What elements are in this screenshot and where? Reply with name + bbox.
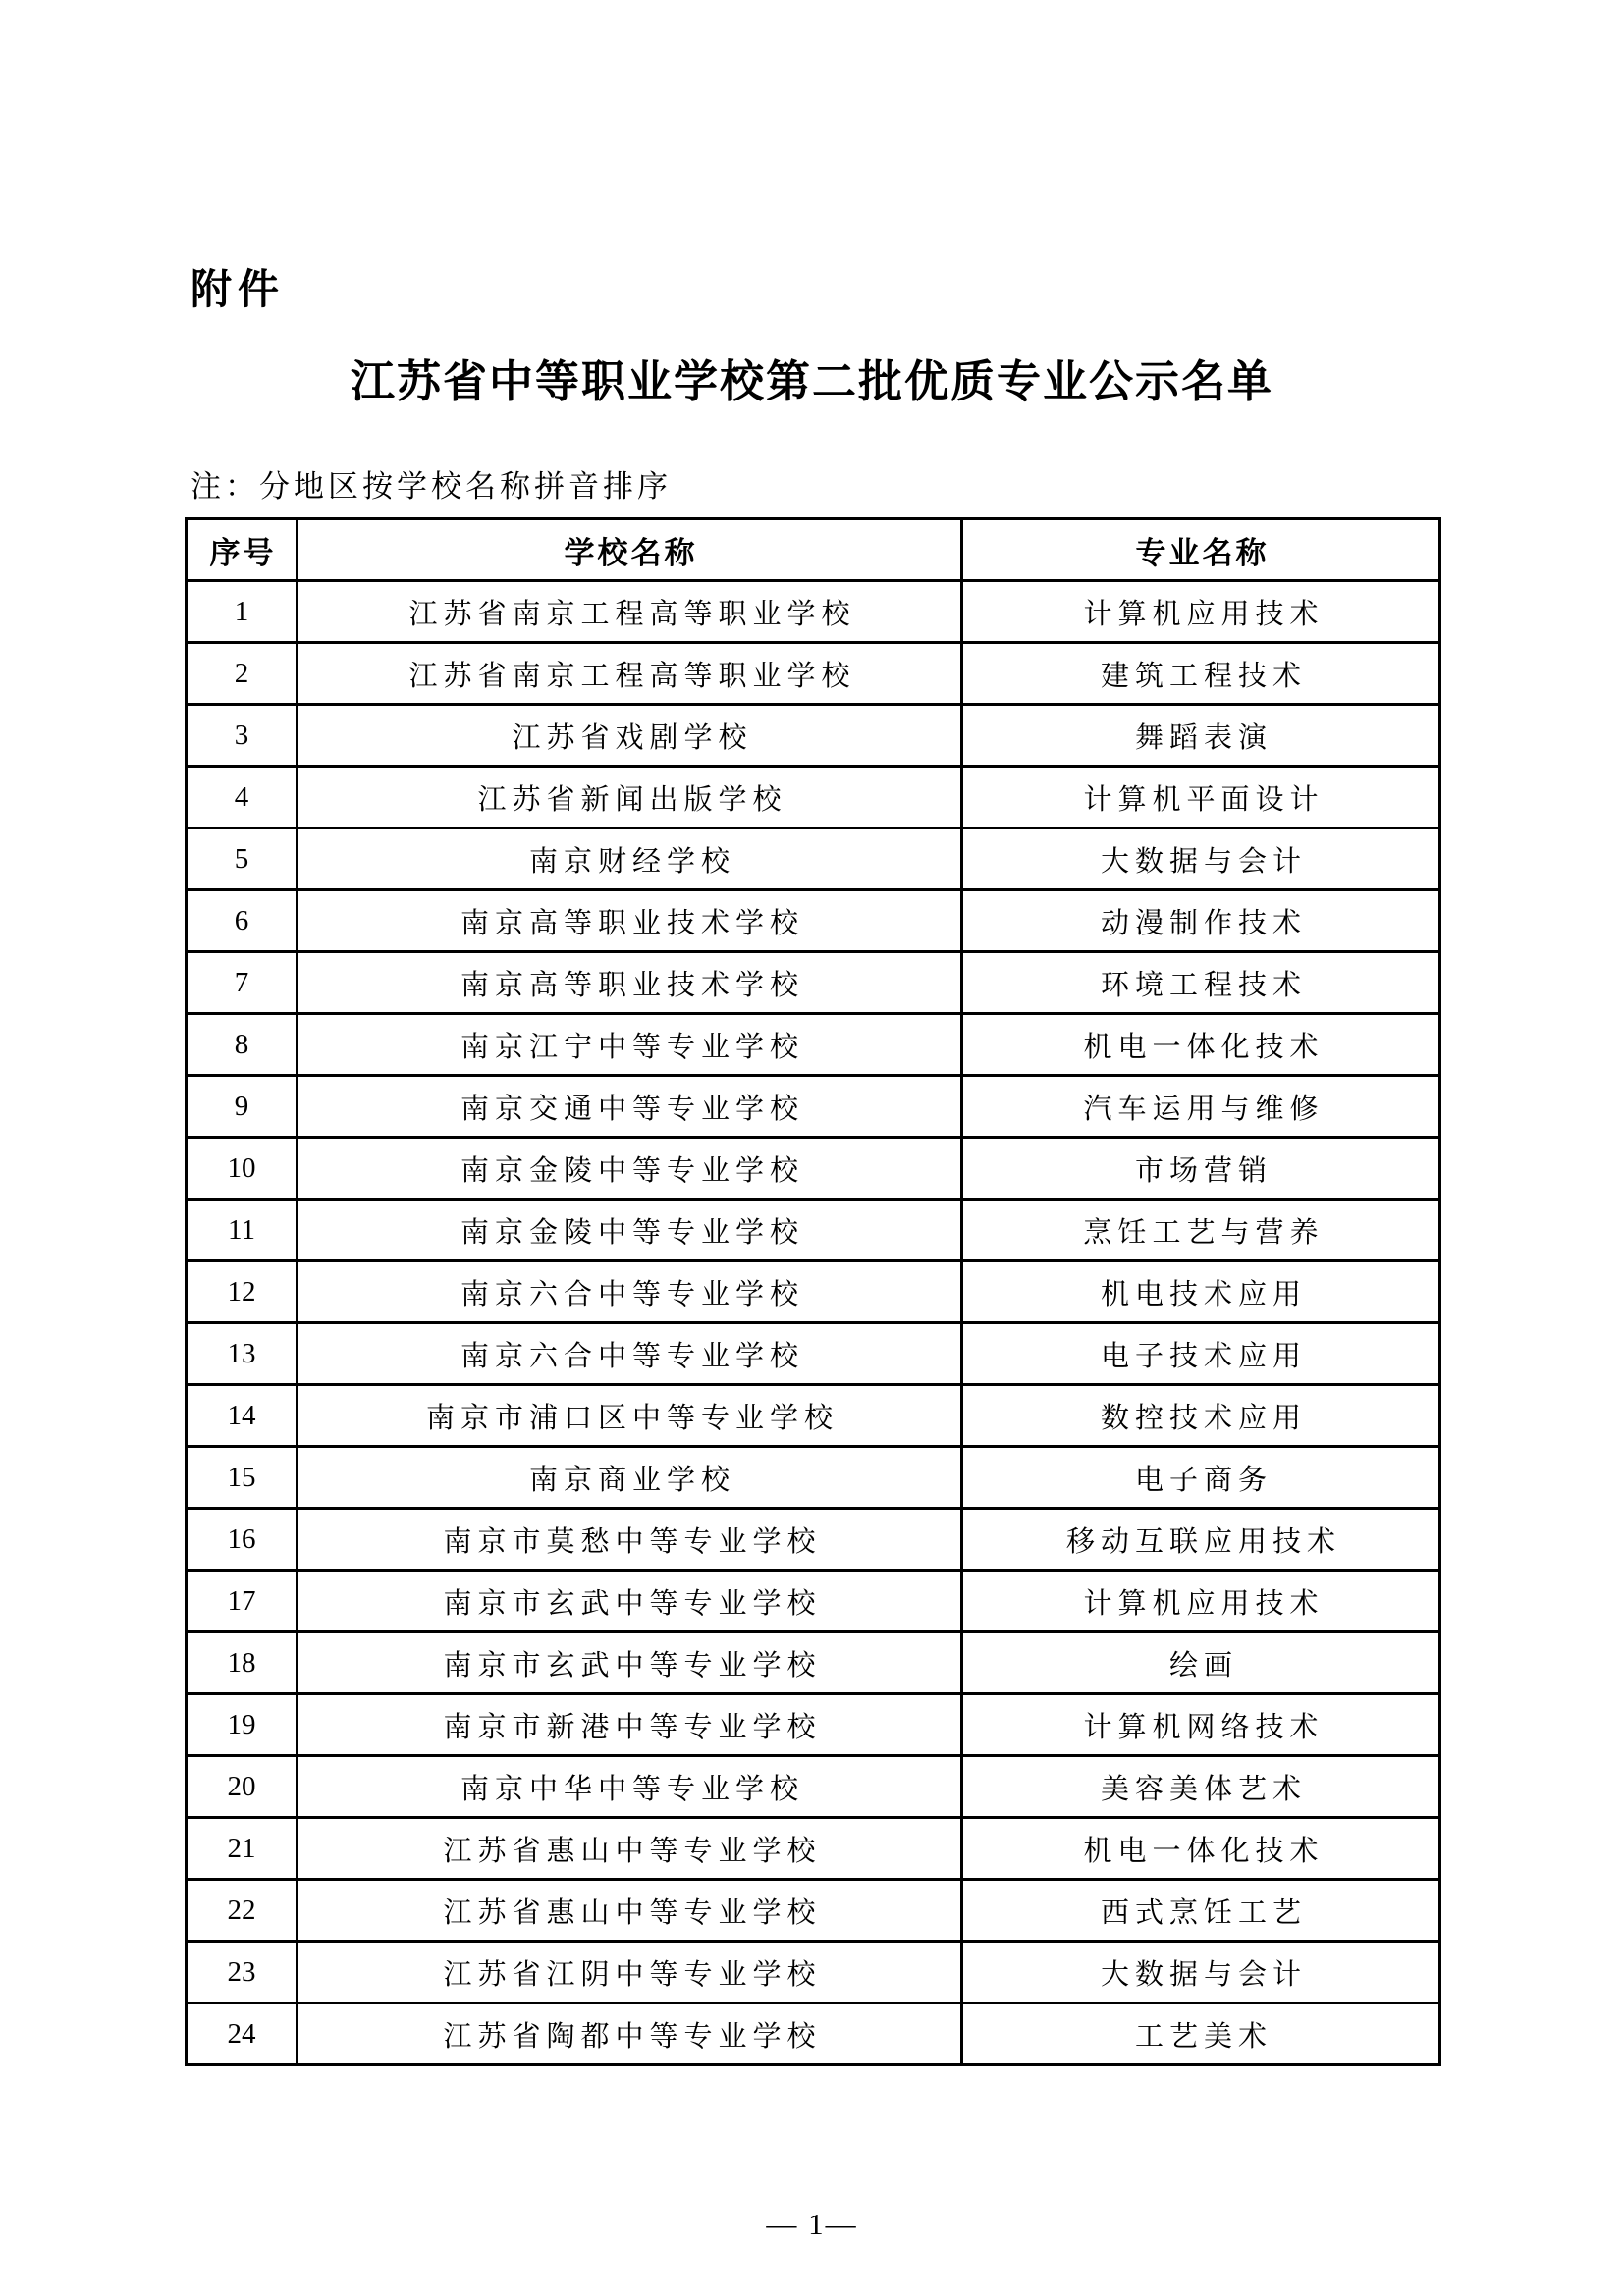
school-name-cell: 江苏省惠山中等专业学校	[298, 1880, 962, 1942]
major-name-cell: 数控技术应用	[962, 1385, 1440, 1447]
row-index-cell: 11	[187, 1200, 298, 1261]
row-index-cell: 1	[187, 581, 298, 643]
row-index-cell: 10	[187, 1138, 298, 1200]
table-row	[187, 2003, 1440, 2065]
school-name-cell: 南京金陵中等专业学校	[298, 1138, 962, 1200]
school-name-cell: 南京财经学校	[298, 828, 962, 890]
school-name-cell: 江苏省南京工程高等职业学校	[298, 643, 962, 705]
row-index-cell: 23	[187, 1942, 298, 2003]
table-row	[187, 1447, 1440, 1509]
major-name-cell: 计算机应用技术	[962, 1571, 1440, 1632]
major-name-cell: 计算机应用技术	[962, 581, 1440, 643]
table-row	[187, 828, 1440, 890]
table-row	[187, 952, 1440, 1014]
row-index-cell: 5	[187, 828, 298, 890]
school-name-cell: 南京六合中等专业学校	[298, 1323, 962, 1385]
major-name-cell: 机电一体化技术	[962, 1014, 1440, 1076]
school-name-cell: 南京六合中等专业学校	[298, 1261, 962, 1323]
row-index-cell: 19	[187, 1694, 298, 1756]
major-name-cell: 动漫制作技术	[962, 890, 1440, 952]
school-name-cell: 南京交通中等专业学校	[298, 1076, 962, 1138]
major-name-cell: 工艺美术	[962, 2003, 1440, 2065]
table-row	[187, 1138, 1440, 1200]
row-index-cell: 9	[187, 1076, 298, 1138]
row-index-cell: 21	[187, 1818, 298, 1880]
table-row	[187, 767, 1440, 828]
school-name-cell: 江苏省惠山中等专业学校	[298, 1818, 962, 1880]
major-name-cell: 机电一体化技术	[962, 1818, 1440, 1880]
school-name-cell: 南京市玄武中等专业学校	[298, 1571, 962, 1632]
school-name-cell: 江苏省南京工程高等职业学校	[298, 581, 962, 643]
school-name-cell: 江苏省陶都中等专业学校	[298, 2003, 962, 2065]
major-name-cell: 机电技术应用	[962, 1261, 1440, 1323]
table-row	[187, 581, 1440, 643]
row-index-cell: 12	[187, 1261, 298, 1323]
major-name-cell: 汽车运用与维修	[962, 1076, 1440, 1138]
table-row	[187, 1200, 1440, 1261]
major-name-cell: 大数据与会计	[962, 1942, 1440, 2003]
row-index-cell: 24	[187, 2003, 298, 2065]
row-index-cell: 13	[187, 1323, 298, 1385]
row-index-cell: 6	[187, 890, 298, 952]
major-name-cell: 舞蹈表演	[962, 705, 1440, 767]
row-index-cell: 8	[187, 1014, 298, 1076]
major-name-cell: 绘画	[962, 1632, 1440, 1694]
table-row	[187, 1261, 1440, 1323]
page-number: — 1—	[766, 2207, 858, 2241]
row-index-cell: 16	[187, 1509, 298, 1571]
major-name-cell: 西式烹饪工艺	[962, 1880, 1440, 1942]
row-index-cell: 4	[187, 767, 298, 828]
major-name-cell: 环境工程技术	[962, 952, 1440, 1014]
table-row	[187, 1818, 1440, 1880]
table-row	[187, 1571, 1440, 1632]
school-name-cell: 南京高等职业技术学校	[298, 890, 962, 952]
school-name-cell: 江苏省江阴中等专业学校	[298, 1942, 962, 2003]
row-index-cell: 15	[187, 1447, 298, 1509]
table-row	[187, 1756, 1440, 1818]
school-name-cell: 南京市新港中等专业学校	[298, 1694, 962, 1756]
table-row	[187, 1880, 1440, 1942]
table-row	[187, 1694, 1440, 1756]
school-name-cell: 南京江宁中等专业学校	[298, 1014, 962, 1076]
attachment-label: 附件	[190, 266, 286, 312]
school-name-cell: 南京中华中等专业学校	[298, 1756, 962, 1818]
table-row	[187, 1942, 1440, 2003]
major-name-cell: 计算机平面设计	[962, 767, 1440, 828]
table-row	[187, 1014, 1440, 1076]
column-header-school: 学校名称	[298, 519, 962, 581]
row-index-cell: 7	[187, 952, 298, 1014]
row-index-cell: 2	[187, 643, 298, 705]
schools-table	[185, 517, 1441, 2066]
table-row	[187, 1509, 1440, 1571]
row-index-cell: 18	[187, 1632, 298, 1694]
table-row	[187, 1076, 1440, 1138]
column-header-index: 序号	[187, 519, 298, 581]
table-header-row	[187, 519, 1440, 581]
row-index-cell: 20	[187, 1756, 298, 1818]
column-header-major: 专业名称	[962, 519, 1440, 581]
row-index-cell: 17	[187, 1571, 298, 1632]
school-name-cell: 南京市玄武中等专业学校	[298, 1632, 962, 1694]
table-row	[187, 1385, 1440, 1447]
major-name-cell: 电子技术应用	[962, 1323, 1440, 1385]
school-name-cell: 南京市浦口区中等专业学校	[298, 1385, 962, 1447]
school-name-cell: 南京金陵中等专业学校	[298, 1200, 962, 1261]
major-name-cell: 市场营销	[962, 1138, 1440, 1200]
table-row	[187, 890, 1440, 952]
school-name-cell: 江苏省戏剧学校	[298, 705, 962, 767]
major-name-cell: 移动互联应用技术	[962, 1509, 1440, 1571]
table-body	[187, 581, 1440, 2065]
table-row	[187, 705, 1440, 767]
major-name-cell: 大数据与会计	[962, 828, 1440, 890]
row-index-cell: 22	[187, 1880, 298, 1942]
table-note: 注：分地区按学校名称拼音排序	[190, 469, 672, 504]
row-index-cell: 3	[187, 705, 298, 767]
school-name-cell: 南京商业学校	[298, 1447, 962, 1509]
major-name-cell: 电子商务	[962, 1447, 1440, 1509]
row-index-cell: 14	[187, 1385, 298, 1447]
table-row	[187, 1323, 1440, 1385]
major-name-cell: 美容美体艺术	[962, 1756, 1440, 1818]
table-row	[187, 1632, 1440, 1694]
table-row	[187, 643, 1440, 705]
school-name-cell: 南京市莫愁中等专业学校	[298, 1509, 962, 1571]
school-name-cell: 南京高等职业技术学校	[298, 952, 962, 1014]
page-title: 江苏省中等职业学校第二批优质专业公示名单	[350, 357, 1273, 406]
major-name-cell: 烹饪工艺与营养	[962, 1200, 1440, 1261]
major-name-cell: 建筑工程技术	[962, 643, 1440, 705]
major-name-cell: 计算机网络技术	[962, 1694, 1440, 1756]
school-name-cell: 江苏省新闻出版学校	[298, 767, 962, 828]
